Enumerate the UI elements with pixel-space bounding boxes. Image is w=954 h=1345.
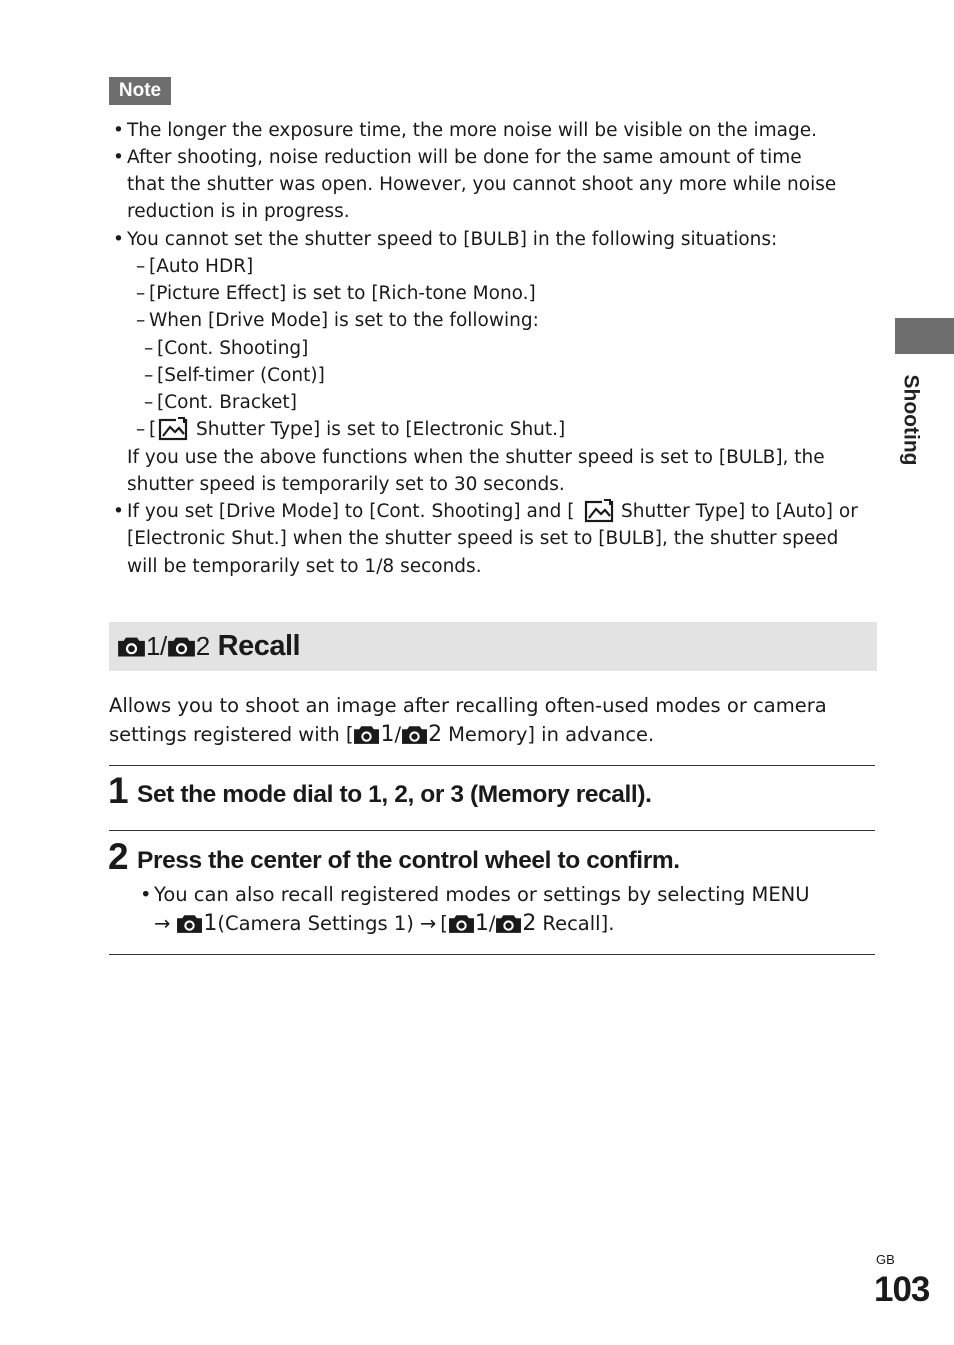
intro-line-1: Allows you to shoot an image after recalling often-used modes or camera	[109, 694, 827, 717]
divider	[109, 954, 875, 955]
chapter-tab	[895, 318, 954, 354]
camera-2-icon	[167, 635, 196, 658]
chapter-label	[880, 372, 940, 467]
camera-2-icon	[495, 913, 522, 934]
sub-item-auto-hdr: [Auto HDR]	[149, 256, 254, 277]
note-bullet-2-line-2: that the shutter was open. However, you cannot shoot any more while noise	[127, 174, 837, 195]
slash: /	[159, 631, 167, 661]
memory-number-2: 2	[428, 722, 443, 747]
step-2-text: Press the center of the control wheel to confirm.	[137, 847, 680, 874]
dash-marker: –	[136, 310, 146, 331]
bullet-marker: •	[113, 120, 124, 141]
sub-sub-item-cont-bracket: [Cont. Bracket]	[157, 392, 297, 413]
note-bullet-4-line-3: will be temporarily set to 1/8 seconds.	[127, 556, 482, 577]
slash: /	[394, 723, 402, 746]
bullet-marker: •	[140, 883, 152, 906]
note-bullet-1: The longer the exposure time, the more noise will be visible on the image.	[127, 120, 818, 141]
camera-2-icon	[401, 724, 428, 745]
note-bullet-4-line-1-end: Shutter Type] to [Auto] or	[621, 501, 858, 522]
dash-marker: –	[144, 338, 154, 359]
camera-1-icon	[448, 913, 475, 934]
region-code: GB	[876, 1252, 895, 1267]
intro-line-2	[109, 720, 654, 749]
camera-1-icon	[176, 913, 203, 934]
open-bracket: [	[440, 912, 448, 935]
sub-item-drive-mode: When [Drive Mode] is set to the following:	[149, 310, 539, 331]
chapter-label-text: Shooting	[899, 374, 923, 465]
arrow: →	[419, 912, 437, 935]
dash-marker: –	[144, 365, 154, 386]
sub-item-shutter-type: Shutter Type] is set to [Electronic Shut.]	[196, 419, 566, 440]
dash-marker: –	[136, 283, 146, 304]
note-bullet-4-line-2: [Electronic Shut.] when the shutter speed is set to [BULB], the shutter speed	[127, 528, 839, 549]
intro-line-2-end: Memory] in advance.	[448, 723, 655, 746]
note-bullet-3-after-line-1: If you use the above functions when the shutter speed is set to [BULB], the	[127, 447, 825, 468]
step-2-number: 2	[108, 836, 129, 877]
note-bullet-2-line-1: After shooting, noise reduction will be done for the same amount of time	[127, 147, 802, 168]
arrow: →	[154, 912, 171, 935]
dash-marker: –	[136, 256, 146, 277]
bullet-marker: •	[113, 229, 124, 250]
divider	[109, 765, 875, 766]
step-2-note-line-2	[154, 909, 614, 938]
section-header-recall	[109, 622, 877, 671]
bullet-marker: •	[113, 501, 124, 522]
shutter-type-icon	[158, 417, 188, 441]
sub-item-picture-effect: [Picture Effect] is set to [Rich-tone Mono.]	[149, 283, 536, 304]
camera-settings-label: (Camera Settings 1)	[217, 912, 414, 935]
memory-number-1: 1	[146, 631, 160, 661]
memory-number-1: 1	[203, 911, 218, 936]
note-bullet-3-after-line-2: shutter speed is temporarily set to 30 seconds.	[127, 474, 565, 495]
step-2-note-line-1: You can also recall registered modes or settings by selecting MENU	[154, 883, 810, 906]
note-badge: Note	[109, 77, 171, 105]
shutter-type-icon	[584, 499, 614, 523]
memory-number-1: 1	[380, 722, 395, 747]
memory-number-1: 1	[474, 911, 489, 936]
step-1-number: 1	[108, 770, 129, 811]
page-number: 103	[874, 1270, 930, 1309]
step-1-text: Set the mode dial to 1, 2, or 3 (Memory recall).	[137, 781, 652, 808]
bullet-marker: •	[113, 147, 124, 168]
note-bullet-4-line-1-start: If you set [Drive Mode] to [Cont. Shooting] and [	[127, 501, 575, 522]
dash-marker: –	[136, 419, 146, 440]
memory-number-2: 2	[522, 911, 537, 936]
memory-number-2: 2	[195, 631, 210, 661]
slash: /	[488, 912, 496, 935]
recall-end: Recall].	[542, 912, 615, 935]
sub-sub-item-self-timer: [Self-timer (Cont)]	[157, 365, 325, 386]
divider	[109, 830, 875, 831]
camera-1-icon	[353, 724, 380, 745]
section-title	[117, 622, 300, 671]
intro-line-2-start: settings registered with [	[109, 723, 354, 746]
note-bullet-3: You cannot set the shutter speed to [BULB] in the following situations:	[127, 229, 778, 250]
sub-sub-item-cont-shooting: [Cont. Shooting]	[157, 338, 309, 359]
note-bullet-2-line-3: reduction is in progress.	[127, 201, 350, 222]
dash-marker: –	[144, 392, 154, 413]
camera-1-icon	[117, 635, 146, 658]
section-title-text: Recall	[217, 630, 301, 662]
sub-item-shutter-type-open: [	[149, 419, 157, 440]
